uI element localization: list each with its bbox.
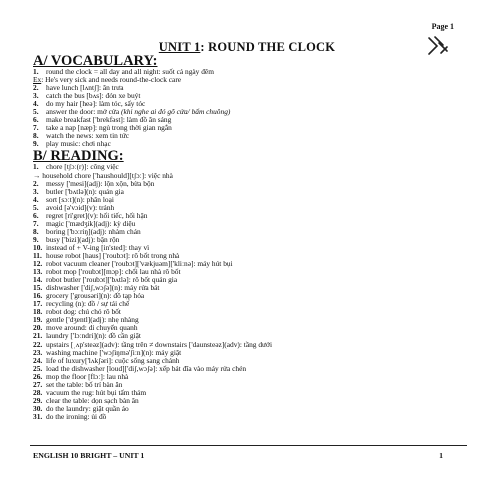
item-number: 29.: [33, 395, 43, 405]
reading-heading: B/ READING:: [33, 148, 124, 165]
item-text: watch the news: xem tin tức: [46, 131, 130, 141]
item-text: washing machine ['wɔʃiŋmə'ʃiːn](n): máy giặt: [46, 347, 182, 357]
item-number: 2.: [33, 178, 39, 188]
list-item: [33, 413, 463, 421]
item-number: 7.: [33, 218, 39, 228]
item-text: robot mop ['roubɔt][mɔp]: chổi lau nhà rô bốt: [46, 267, 181, 277]
item-number: 19.: [33, 315, 43, 325]
item-number: 31.: [33, 411, 43, 421]
item-number: 3.: [33, 186, 39, 196]
item-number: 13.: [33, 267, 43, 277]
item-text: robot butler ['roubɔt]['bʌtlə]: rô bốt quản gia: [46, 275, 178, 285]
example-label: Ex: [33, 75, 42, 85]
item-text: recycling (n): đồ / sự tái chế: [46, 299, 130, 309]
item-number: 9.: [33, 139, 39, 149]
item-text: make breakfast ['brekfəst]: làm đồ ăn sáng: [46, 115, 172, 125]
item-number: 14.: [33, 275, 43, 285]
item-text: life of luxury['lʌkʃəri]: cuộc sống sang chảnh: [46, 355, 180, 365]
item-text: sort [sɔːt](n): phân loại: [46, 194, 114, 204]
item-number: 18.: [33, 307, 43, 317]
item-number: 22.: [33, 339, 43, 349]
item-text: mop the floor [flɔː]: lau nhà: [46, 371, 129, 381]
item-number: 21.: [33, 331, 43, 341]
item-text: grocery ['grousəri](n): đồ tạp hóa: [46, 291, 145, 301]
footer-divider: [30, 445, 467, 446]
item-number: 8.: [33, 131, 39, 141]
item-text: have lunch [lʌntʃ]: ăn trưa: [46, 83, 124, 93]
item-text: clear the table: dọn sạch bàn ăn: [46, 395, 139, 405]
item-text: : He's very sick and needs round-the-clock care: [41, 75, 182, 85]
item-number: 10.: [33, 242, 43, 252]
vocabulary-heading: A/ VOCABULARY:: [33, 53, 158, 69]
item-text: magic ['mædʒik](adj): kỳ diệu: [46, 218, 136, 228]
item-number: 26.: [33, 371, 43, 381]
item-note: (khi nghe ai đó gõ cửa/ bấm chuông): [121, 107, 231, 117]
item-text: set the table: bố trí bàn ăn: [46, 379, 123, 389]
item-number: 7.: [33, 123, 39, 133]
item-text: chore [tʃɔː(r)]: công việc: [46, 162, 119, 172]
item-number: 25.: [33, 363, 43, 373]
item-text: robot vacuum cleaner ['roubɔt]['vækjuəm]['kliːnə]: máy hút bụi: [46, 259, 233, 269]
item-number: 12.: [33, 259, 43, 269]
vocabulary-list: [33, 68, 463, 148]
item-text: instead of + V-ing [in'sted]: thay vì: [46, 242, 150, 252]
item-text: upstairs [ˌʌp'steəz](adv): tầng trên ≠ downstairs ['daunsteəz](adv): tầng dưới: [46, 339, 273, 349]
item-text: take a nap [næp]: ngủ trong thời gian ngắn: [46, 123, 172, 133]
item-number: 28.: [33, 387, 43, 397]
item-text: → household chore ['haushould][tʃɔː]: việc nhà: [33, 170, 173, 180]
item-number: 6.: [33, 210, 39, 220]
item-text: answer the door: mở cửa: [46, 107, 122, 117]
item-number: 6.: [33, 115, 39, 125]
item-number: 2.: [33, 83, 39, 93]
item-number: 4.: [33, 194, 39, 204]
item-number: 1.: [33, 67, 39, 76]
item-text: do the laundry: giặt quần áo: [46, 403, 129, 413]
item-text: butler ['bʌtlə](n): quản gia: [46, 186, 124, 196]
item-number: 5.: [33, 202, 39, 212]
item-text: load the dishwasher [loud]['diʃ,wɔʃə]: xếp bát đĩa vào máy rửa chén: [46, 363, 247, 373]
item-text: regret [ri'gret](v): hối tiếc, hối hận: [46, 210, 148, 220]
footer-title: ENGLISH 10 BRIGHT – UNIT 1: [33, 451, 145, 460]
title-rest: : ROUND THE CLOCK: [200, 40, 336, 54]
item-number: 8.: [33, 226, 39, 236]
page-label: Page 1: [431, 22, 454, 31]
item-text: do the ironing: ủi đồ: [46, 411, 107, 421]
item-number: 3.: [33, 91, 39, 101]
item-text: play music: chơi nhạc: [46, 139, 111, 149]
document-body: [33, 54, 463, 421]
item-text: dishwasher ['diʃ,wɔʃə](n): máy rửa bát: [46, 283, 160, 293]
item-text: messy ['mesi](adj): lộn xộn, bừa bộn: [46, 178, 155, 188]
item-number: 17.: [33, 299, 43, 309]
item-text: vacuum the rug: hút bụi tấm thảm: [46, 387, 147, 397]
item-number: 20.: [33, 323, 43, 333]
item-number: 5.: [33, 107, 39, 117]
item-text: do my hair [heə]: làm tóc, sấy tóc: [46, 99, 146, 109]
item-text: robot dog: chú chó rô bốt: [46, 307, 121, 317]
footer: [33, 451, 443, 460]
item-text: round the clock = all day and all night: suốt cả ngày đêm: [46, 67, 214, 76]
item-number: 23.: [33, 347, 43, 357]
item-text: gentle ['dʒentl](adj): nhẹ nhàng: [46, 315, 139, 325]
item-text: busy ['bizi](adj): bận rộn: [46, 234, 120, 244]
item-number: 15.: [33, 283, 43, 293]
item-number: 16.: [33, 291, 43, 301]
title-unit: UNIT 1: [158, 40, 201, 54]
item-number: 24.: [33, 355, 43, 365]
item-number: 11.: [33, 250, 42, 260]
item-number: 30.: [33, 403, 43, 413]
item-text: move around: di chuyển quanh: [46, 323, 138, 333]
item-number: 27.: [33, 379, 43, 389]
footer-page-number: 1: [439, 451, 443, 460]
list-item: [33, 140, 463, 148]
item-number: 9.: [33, 234, 39, 244]
item-text: catch the bus [bʌs]: đón xe buýt: [46, 91, 141, 101]
item-text: avoid [ə'vɔid](v): tránh: [46, 202, 115, 212]
reading-list: [33, 163, 463, 421]
item-text: boring ['bɔːriŋ](adj): nhàm chán: [46, 226, 141, 236]
item-number: 1.: [33, 162, 39, 172]
item-number: 4.: [33, 99, 39, 109]
item-text: laundry ['lɔːndri](n): đồ cần giặt: [46, 331, 141, 341]
item-text: house robot [haus] ['roubɔt]: rô bốt trong nhà: [46, 250, 180, 260]
